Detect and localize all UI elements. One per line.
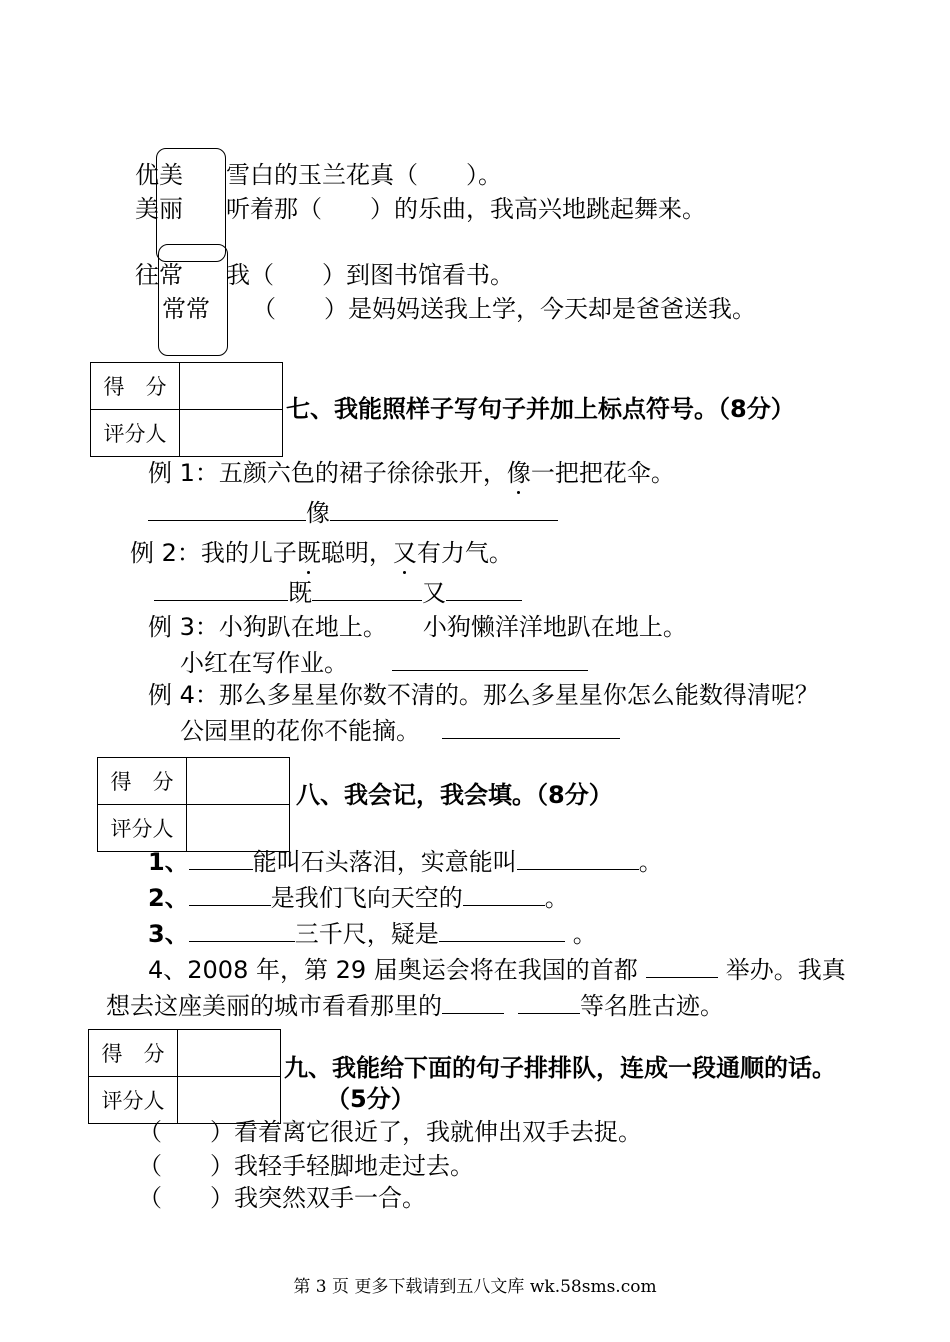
grader-cell[interactable]	[180, 410, 283, 457]
blank[interactable]	[442, 714, 620, 739]
word-option: 美丽	[135, 195, 183, 223]
blank[interactable]	[439, 917, 565, 942]
sentence-1: 雪白的玉兰花真（ ）。	[226, 161, 502, 189]
page-footer: 第 3 页 更多下载请到五八文库 wk.58sms.com	[293, 1277, 657, 1297]
example-text: 有力气。	[416, 539, 513, 567]
fill-question-4	[148, 953, 846, 985]
question-text: 。	[544, 884, 569, 912]
fill-word: 又	[422, 579, 446, 607]
section-title: 八、我会记，我会填。（8分）	[296, 781, 613, 809]
question-number: 3、	[148, 920, 189, 948]
example-text: 一把把花伞。	[530, 459, 675, 487]
word-option: 常常	[162, 295, 210, 323]
task-3	[180, 646, 588, 678]
blank[interactable]	[646, 953, 718, 978]
score-label: 得 分	[91, 363, 180, 410]
blank[interactable]	[148, 496, 306, 521]
blank[interactable]	[189, 917, 295, 942]
fill-question-4-cont	[106, 989, 724, 1021]
task-4	[180, 714, 620, 746]
emphasis-char: 像	[506, 459, 531, 487]
sentence-3: 我（ ）到图书馆看书。	[226, 261, 514, 289]
question-text: 。	[572, 920, 597, 948]
grader-label: 评分人	[98, 805, 187, 852]
fill-question-3	[148, 917, 597, 949]
sentence-4: （ ）是妈妈送我上学，今天却是爸爸送我。	[252, 295, 756, 323]
blank[interactable]	[463, 881, 545, 906]
example-text: 例 1：五颜六色的裙子徐徐张开，	[148, 459, 507, 487]
section-title: 七、我能照样子写句子并加上标点符号。（8分）	[286, 395, 795, 423]
score-box	[90, 362, 283, 457]
score-cell[interactable]	[178, 1030, 281, 1077]
emphasis-char: 既	[296, 539, 321, 567]
example-1	[148, 458, 675, 488]
order-item: （ ）看着离它很近了，我就伸出双手去捉。	[138, 1118, 642, 1146]
score-label: 得 分	[98, 758, 187, 805]
answer-line-1	[148, 496, 558, 528]
question-text: 等名胜古迹。	[580, 992, 724, 1020]
blank[interactable]	[154, 576, 288, 601]
fill-word: 既	[288, 579, 312, 607]
question-text: 举办。我真	[725, 956, 846, 984]
score-cell[interactable]	[180, 363, 283, 410]
section-points: （5分）	[326, 1085, 415, 1113]
grader-label: 评分人	[89, 1077, 178, 1124]
order-item: （ ）我突然双手一合。	[138, 1184, 426, 1212]
blank[interactable]	[312, 576, 422, 601]
example-4: 例 4：那么多星星你数不清的。那么多星星你怎么能数得清呢？	[148, 681, 819, 709]
question-text: 能叫石头落泪，实意能叫	[252, 848, 517, 876]
order-item: （ ）我轻手轻脚地走过去。	[138, 1152, 474, 1180]
word-option: 往常	[135, 261, 183, 289]
question-text: 想去这座美丽的城市看看那里的	[106, 992, 442, 1020]
example-2	[130, 538, 513, 568]
blank[interactable]	[517, 845, 639, 870]
blank[interactable]	[446, 576, 522, 601]
question-text: 三千尺，疑是	[294, 920, 439, 948]
score-box	[88, 1029, 281, 1124]
question-text: 。	[638, 848, 663, 876]
question-number: 2、	[148, 884, 189, 912]
task-text: 小红在写作业。	[180, 649, 348, 677]
answer-line-2	[154, 576, 522, 608]
sentence-2: 听着那（ ）的乐曲，我高兴地跳起舞来。	[226, 195, 706, 223]
grader-label: 评分人	[91, 410, 180, 457]
example-text: 例 2：我的儿子	[130, 539, 297, 567]
word-option: 优美	[135, 161, 183, 189]
question-text: 4、2008 年，第 29 届奥运会将在我国的首都	[148, 956, 638, 984]
blank[interactable]	[442, 989, 504, 1014]
blank[interactable]	[518, 989, 580, 1014]
score-cell[interactable]	[187, 758, 290, 805]
example-text: 聪明，	[320, 539, 393, 567]
task-text: 公园里的花你不能摘。	[180, 717, 420, 745]
question-text: 是我们飞向天空的	[270, 884, 463, 912]
fill-question-2	[148, 881, 569, 913]
section-title: 九、我能给下面的句子排排队，连成一段通顺的话。	[284, 1054, 836, 1082]
fill-question-1	[148, 845, 663, 877]
question-number: 1、	[148, 848, 189, 876]
emphasis-char: 又	[392, 539, 417, 567]
score-label: 得 分	[89, 1030, 178, 1077]
fill-word: 像	[306, 499, 330, 527]
score-box	[97, 757, 290, 852]
blank[interactable]	[330, 496, 558, 521]
blank[interactable]	[392, 646, 588, 671]
blank[interactable]	[189, 881, 271, 906]
blank[interactable]	[189, 845, 253, 870]
example-3: 例 3：小狗趴在地上。 小狗懒洋洋地趴在地上。	[148, 613, 687, 641]
